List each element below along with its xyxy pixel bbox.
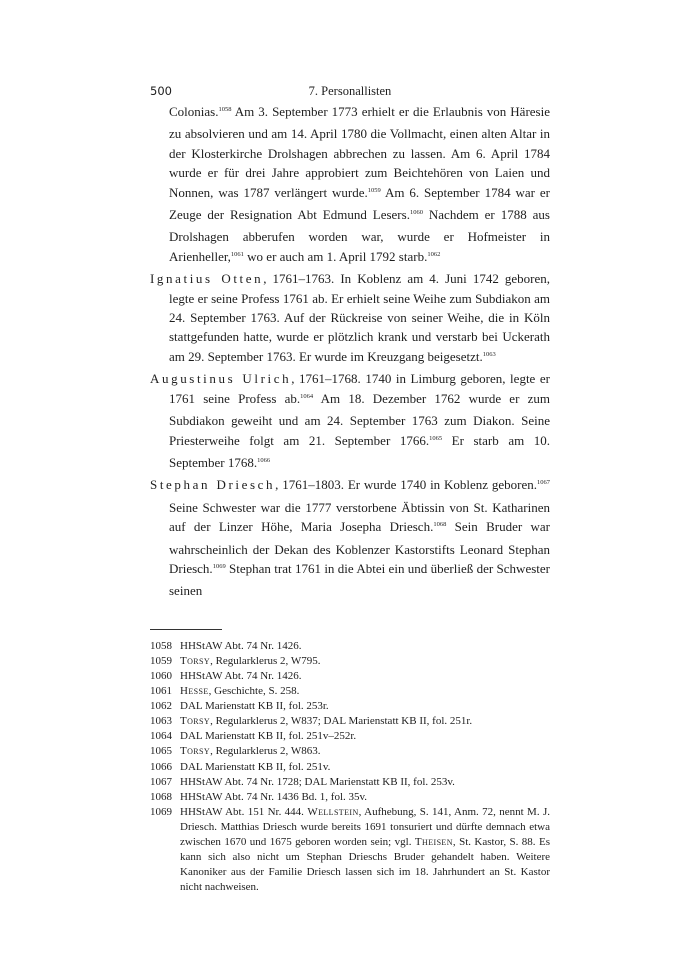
entry-ulrich: Augustinus Ulrich, 1761–1768. 1740 in Limburg geboren, legte er 1761 seine Profess ab.$^{1064}$ Am 18. Dezember 1762 wurde er zum Subdiakon geweiht und am 24. September 1763 zum Diakon. Seine Priesterweihe folgt am 21. September 1766.$^{1065}$ Er starb am 10. September 1768.$^{1066}$	[150, 371, 551, 470]
footnote-ref[interactable]: 1063	[482, 350, 496, 358]
footnote: 1063 Torsy, Regularklerus 2, W837; DAL Marienstatt KB II, fol. 251r.	[150, 715, 473, 728]
person-name: Stephan Driesch	[150, 477, 276, 493]
entry-otten: Ignatius Otten, 1761–1763. In Koblenz am 4. Juni 1742 geboren, legte er seine Profess 1761 ab. Er erhielt seine Weihe zum Subdiakon am 24. September 1763. Auf der Rückreise von seiner Weihe, die in Köln stattgefunden hatte, wurde er plötzlich krank und verstarb bei Uckerath am 29. September 1763. Er wurde im Kreuzgang beigesetzt.$^{1063}$	[150, 271, 550, 364]
footnote: 1060 HHStAW Abt. 74 Nr. 1426.	[150, 669, 302, 682]
entry-driesch: Stephan Driesch, 1761–1803. Er wurde 1740 in Koblenz geboren.$^{1067}$ Seine Schwester war die 1777 verstorbene Äbtissin von St. Katharinen auf der Linzer Höhe, Maria Josepha Driesch.$^{1068}$ Sein Bruder war wahrscheinlich der Dekan des Koblenzer Kastorstifts Leonard Stephan Driesch.$^{1069}$ Stephan trat 1761 in die Abtei ein und überließ der Schwester seinen	[150, 477, 551, 599]
footnote-ref[interactable]: 1058	[218, 106, 232, 113]
footnote: 1069 HHStAW Abt. 151 Nr. 444. Wellstein, Aufhebung, S. 141, Anm. 72, nennt M. J. Driesch. Matthias Driesch wurde bereits 1691 tonsuriert und dürfte demnach etwa zwischen 1670 und 1675 geboren worden sein; vgl. Theisen, St. Kastor, S. 88. Es kann sich also nicht um Stephan Drieschs Bruder gehandelt haben. Weitere Kanoniker aus der Familie Driesch lassen sich im 18. Jahrhundert an St. Kastor nicht nachweisen.	[150, 805, 550, 894]
footnote-ref[interactable]: 1059	[367, 186, 381, 194]
footnote: 1062 DAL Marienstatt KB II, fol. 253r.	[150, 700, 329, 713]
footnote: 1068 HHStAW Abt. 74 Nr. 1436 Bd. 1, fol. 35v.	[150, 790, 368, 803]
footnote-divider	[150, 629, 222, 630]
footnote: 1058 HHStAW Abt. 74 Nr. 1426.	[150, 639, 302, 652]
footnote: 1061 Hesse, Geschichte, S. 258.	[150, 685, 300, 698]
footnote-ref[interactable]: 1064	[300, 392, 314, 400]
paragraph-continuation: Colonias.$^{1058}$ Am 3. September 1773 erhielt er die Erlaubnis von Häresie zu absolvieren und am 14. April 1780 die Vollmacht, einen alten Altar in der Klosterkirche Drolshagen abbrechen zu lassen. Am 6. April 1784 wurde er für drei Jahre approbiert zum Beichtehören von Laien und Nonnen, was 1787 verlängert wurde.$^{1059}$ Am 6. September 1784 war er Zeuge der Resignation Abt Edmund Lesers.$^{1060}$ Nachdem er 1788 aus Drolshagen abberufen worden war, wurde er Hofmeister in Arienheller,$^{1061}$ wo er auch am 1. April 1792 starb.$^{1062}$	[169, 104, 550, 264]
person-name: Augustinus Ulrich	[150, 371, 292, 387]
footnotes	[150, 639, 550, 896]
footnote-ref[interactable]: 1066	[257, 456, 271, 464]
footnote-ref[interactable]: 1062	[427, 250, 441, 258]
person-name: Ignatius Otten	[150, 271, 264, 287]
footnote-ref[interactable]: 1067	[537, 479, 551, 487]
footnote-ref[interactable]: 1069	[212, 562, 226, 570]
footnote-ref[interactable]: 1068	[433, 521, 447, 529]
running-title: 7. Personallisten	[308, 84, 392, 98]
book-page	[150, 82, 550, 895]
page-number: 500	[150, 84, 172, 98]
footnote-ref[interactable]: 1061	[230, 250, 244, 258]
footnote-ref[interactable]: 1060	[409, 209, 423, 217]
footnote: 1059 Torsy, Regularklerus 2, W795.	[150, 654, 321, 667]
footnote: 1065 Torsy, Regularklerus 2, W863.	[150, 745, 321, 758]
page-header	[150, 82, 550, 102]
main-text	[150, 102, 550, 601]
footnote: 1064 DAL Marienstatt KB II, fol. 251v–252r.	[150, 730, 357, 743]
footnote: 1067 HHStAW Abt. 74 Nr. 1728; DAL Marienstatt KB II, fol. 253v.	[150, 775, 455, 788]
footnote-ref[interactable]: 1065	[429, 434, 443, 442]
footnote: 1066 DAL Marienstatt KB II, fol. 251v.	[150, 760, 331, 773]
